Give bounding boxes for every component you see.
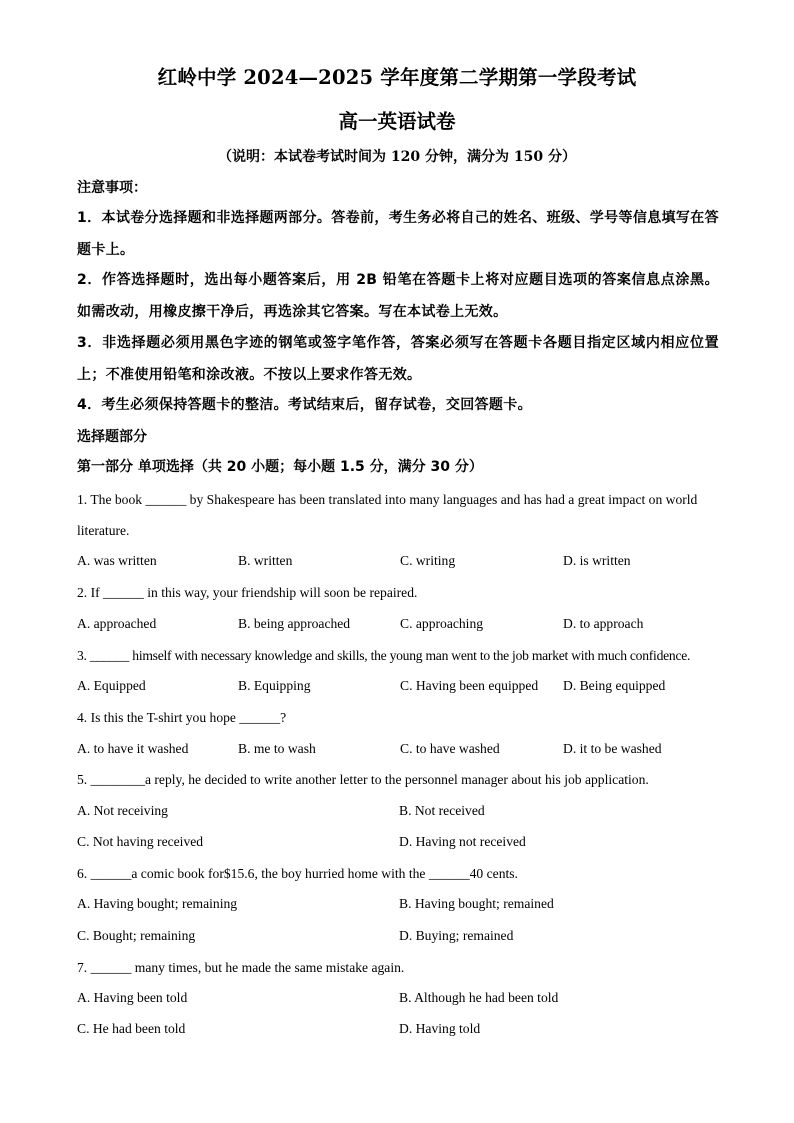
question-7-options-row1	[77, 990, 737, 1014]
option-a: A. Having bought; remaining	[77, 896, 238, 911]
notice-item-2: 2．作答选择题时，选出每小题答案后，用 2B 铅笔在答题卡上将对应题目选项的答案信息点涂黑。如需改动，用橡皮擦干净后，再选涂其它答案。写在本试卷上无效。	[77, 272, 719, 320]
option-a: A. Equipped	[77, 678, 146, 693]
notice-heading: 注意事项：	[77, 180, 147, 196]
option-a: A. was written	[77, 553, 157, 568]
question-5-options-row2	[77, 834, 737, 858]
option-c: C. Having been equipped	[400, 678, 539, 693]
option-a: A. Having been told	[77, 990, 188, 1005]
question-5-options-row1	[77, 803, 737, 827]
option-a: A. approached	[77, 616, 157, 631]
question-4-stem: 4. Is this the T-shirt you hope ______?	[77, 710, 287, 725]
question-1-options	[77, 553, 737, 577]
option-b: B. being approached	[238, 616, 351, 631]
question-3-options	[77, 678, 737, 702]
option-c: C. Bought; remaining	[77, 928, 196, 943]
option-b: B. Equipping	[238, 678, 311, 693]
option-b: B. Having bought; remained	[399, 896, 554, 911]
option-d: D. Buying; remained	[399, 928, 514, 943]
notice-item-3: 3．非选择题必须用黑色字迹的钢笔或签字笔作答，答案必须写在答题卡各题目指定区域内相应位置上；不准使用铅笔和涂改液。不按以上要求作答无效。	[77, 335, 719, 383]
option-b: B. me to wash	[238, 741, 316, 756]
option-d: D. it to be washed	[563, 741, 662, 756]
question-3-stem: 3. ______ himself with necessary knowledge and skills, the young man went to the job market with much confidence.	[77, 648, 691, 663]
option-c: C. approaching	[400, 616, 484, 631]
notice-item-1: 1．本试卷分选择题和非选择题两部分。答卷前，考生务必将自己的姓名、班级、学号等信息填写在答题卡上。	[77, 210, 719, 258]
option-d: D. Having not received	[399, 834, 526, 849]
exam-time-note: （说明：本试卷考试时间为 120 分钟，满分为 150 分）	[218, 149, 576, 165]
option-d: D. Having told	[399, 1021, 481, 1036]
question-2-stem: 2. If ______ in this way, your friendship will soon be repaired.	[77, 585, 418, 600]
question-5-stem: 5. ________a reply, he decided to write another letter to the personnel manager about his job application.	[77, 772, 649, 787]
question-7-options-row2	[77, 1021, 737, 1045]
question-6-stem: 6. ______a comic book for$15.6, the boy hurried home with the ______40 cents.	[77, 866, 518, 881]
part-title: 第一部分 单项选择（共 20 小题；每小题 1.5 分，满分 30 分）	[77, 459, 483, 475]
question-2-options	[77, 616, 737, 640]
option-b: B. Although he had been told	[399, 990, 559, 1005]
question-4-options	[77, 741, 737, 765]
option-c: C. He had been told	[77, 1021, 186, 1036]
option-d: D. to approach	[563, 616, 644, 631]
option-a: A. Not receiving	[77, 803, 168, 818]
option-d: D. is written	[563, 553, 631, 568]
option-d: D. Being equipped	[563, 678, 666, 693]
option-b: B. Not received	[399, 803, 485, 818]
option-c: C. writing	[400, 553, 456, 568]
section-heading: 选择题部分	[77, 429, 147, 445]
question-6-options-row1	[77, 896, 737, 920]
option-b: B. written	[238, 553, 293, 568]
notice-item-4: 4．考生必须保持答题卡的整洁。考试结束后，留存试卷，交回答题卡。	[77, 397, 532, 413]
school-exam-title: 红岭中学 2024—2025 学年度第二学期第一学段考试	[157, 66, 637, 89]
question-1-stem: 1. The book ______ by Shakespeare has been translated into many languages and has had a great impact on world literature.	[77, 492, 698, 538]
option-c: C. Not having received	[77, 834, 204, 849]
question-7-stem: 7. ______ many times, but he made the same mistake again.	[77, 960, 405, 975]
option-c: C. to have washed	[400, 741, 500, 756]
question-6-options-row2	[77, 928, 737, 952]
subject-title: 高一英语试卷	[338, 110, 456, 133]
option-a: A. to have it washed	[77, 741, 189, 756]
